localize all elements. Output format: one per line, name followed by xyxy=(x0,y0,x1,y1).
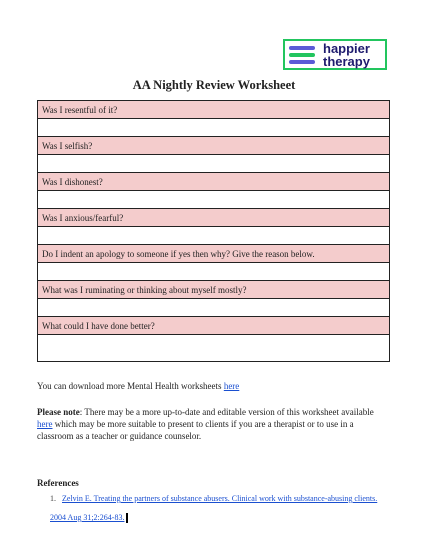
note-label: Please note xyxy=(37,407,80,417)
download-link[interactable]: here xyxy=(223,381,240,391)
question-row: Was I resentful of it? xyxy=(38,101,390,119)
question-row: What was I ruminating or thinking about myself mostly? xyxy=(38,281,390,299)
reference-number: 1. xyxy=(50,494,56,503)
page-title: AA Nightly Review Worksheet xyxy=(132,78,296,92)
text-cursor xyxy=(126,513,128,523)
reference-link[interactable]: Zelvin E. Treating the partners of substance abusers. Clinical work with substance-abusing clients. 2004 Aug 31;2:264-83. xyxy=(50,494,378,522)
question-row: Was I selfish? xyxy=(38,137,390,155)
reference-list xyxy=(50,489,380,527)
question-row: Do I indent an apology to someone if yes then why? Give the reason below. xyxy=(38,245,390,263)
logo-stripes-icon xyxy=(289,46,315,67)
references-heading: References xyxy=(37,478,79,488)
answer-field[interactable] xyxy=(38,119,390,137)
download-paragraph: You can download more Mental Health worksheets here xyxy=(37,381,240,391)
question-row: Was I anxious/fearful? xyxy=(38,209,390,227)
answer-field[interactable] xyxy=(38,227,390,245)
logo-wordmark: happier therapy xyxy=(323,41,370,69)
answer-field[interactable] xyxy=(38,335,390,362)
happier-therapy-logo xyxy=(283,39,387,70)
answer-field[interactable] xyxy=(38,155,390,173)
answer-field[interactable] xyxy=(38,191,390,209)
worksheet-table xyxy=(37,100,390,362)
question-row: What could I have done better? xyxy=(38,317,390,335)
note-paragraph: Please note: There may be a more up-to-date and editable version of this worksheet available here which may be more suitable to present to clients if you are a therapist or to use in a classroom as a teacher or guidance counselor. xyxy=(37,407,374,441)
answer-field[interactable] xyxy=(38,263,390,281)
question-row: Was I dishonest? xyxy=(38,173,390,191)
answer-field[interactable] xyxy=(38,299,390,317)
note-link[interactable]: here xyxy=(37,419,53,429)
